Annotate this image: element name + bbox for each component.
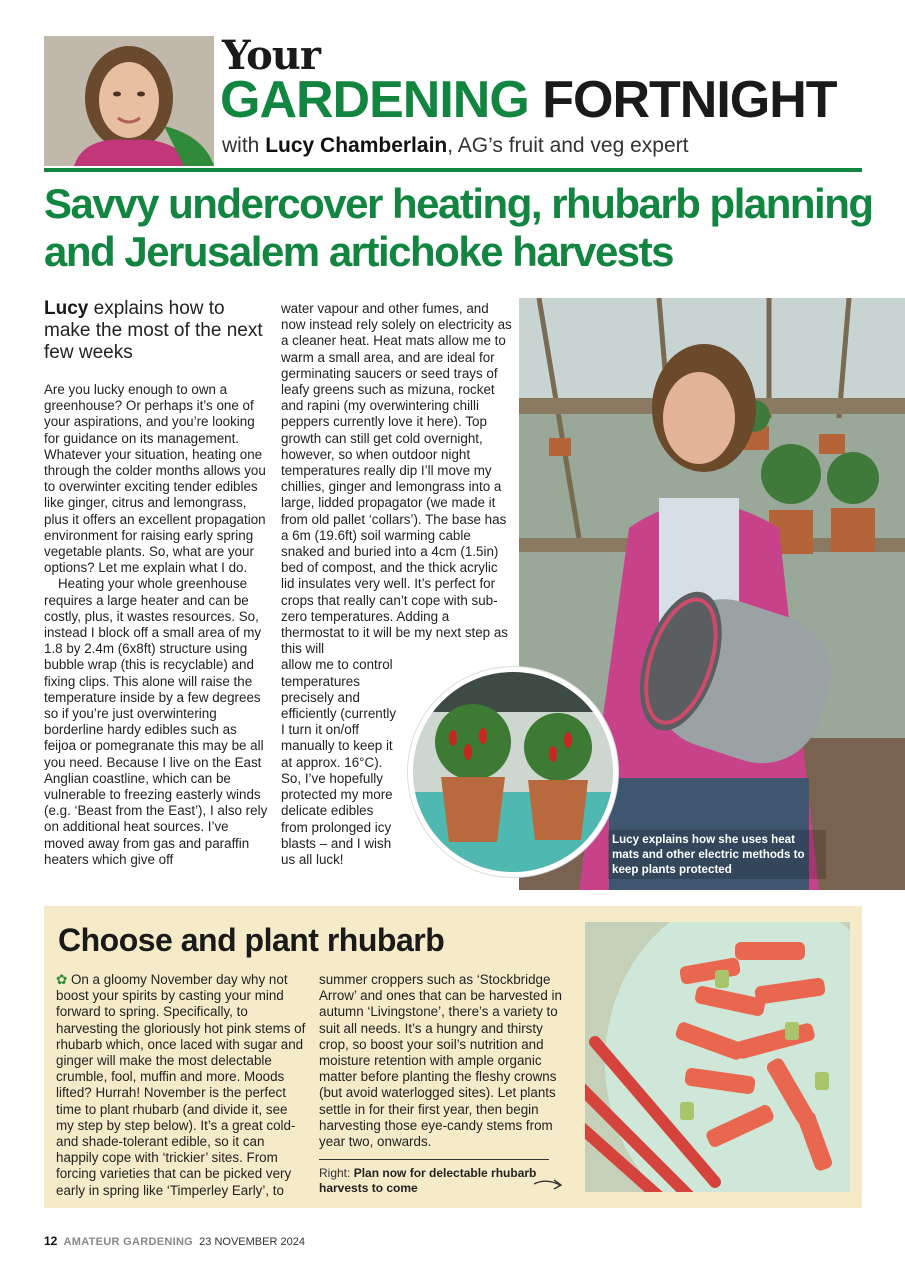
paragraph: allow me to control temperatures precisely and efficiently (currently I turn it on/off manually to keep it at approx. 16°C). So, I’ve hopefully protected my more delicate edibles from prolonged icy blasts – and I wish us all luck! [281, 657, 397, 867]
masthead-gardening: GARDENING [220, 71, 529, 129]
page-footer [44, 1234, 305, 1248]
issue-date: 23 NOVEMBER 2024 [199, 1236, 305, 1248]
rhubarb-title: Choose and plant rhubarb [58, 922, 445, 958]
rhubarb-photo [585, 922, 850, 1192]
author-portrait [44, 36, 214, 166]
author-name: Lucy Chamberlain [265, 134, 448, 157]
article-headline: Savvy undercover heating, rhubarb planning and Jerusalem artichoke harvests [44, 180, 873, 275]
flower-bullet-icon: ✿ [56, 972, 71, 987]
photo-caption: Lucy explains how she uses heat mats and other electric methods to keep plants protected [608, 830, 826, 879]
rhubarb-column-1: ✿ On a gloomy November day why not boost your spirits by casting your mind forward to spring. Specifically, to harvesting the gloriously hot pink stems of rhubarb which, once laced with sugar and ginger will make the most delectable crumble, fool, muffin and more. Moods lifted? Hurrah! November is the perfect time to plant rhubarb (and divide it, see my step by step below). It’s a great cold- and shade-tolerant edible, so it can happily cope with ‘trickier’ sites. From forcing varieties that can be picked very early in spring like ‘Timperley Early’, to [56, 972, 306, 1198]
caption-label: Right: [319, 1166, 351, 1180]
arrow-right-icon [532, 1176, 564, 1192]
rhubarb-column-2: summer croppers such as ‘Stockbridge Arrow’ and ones that can be harvested in autumn ‘Livingstone’, there’s a variety to suit all needs. It’s a hungry and thirsty crop, so boost your soil’s nutrition and moisture retention with ample organic matter before planting the fleshy crowns (but avoid waterlogged sites). Let plants settle in for their first year, then begin harvesting those eye-candy stems from year two, onwards. [319, 972, 562, 1150]
article-column-1 [44, 382, 269, 868]
caption-rule [319, 1159, 549, 1160]
masthead [220, 72, 837, 128]
intro-name: Lucy [44, 298, 89, 319]
rhubarb-caption: Right: Plan now for delectable rhubarb harvests to come [319, 1166, 537, 1195]
chilli-plants-photo [408, 667, 618, 877]
masthead-kicker: Your [222, 32, 320, 79]
page-number: 12 [44, 1234, 58, 1248]
header-rule [44, 168, 862, 172]
magazine-name: AMATEUR GARDENING [63, 1236, 194, 1248]
byline: with Lucy Chamberlain, AG’s fruit and veg expert [222, 134, 689, 157]
paragraph: Are you lucky enough to own a greenhouse? Or perhaps it’s one of your aspirations, and you’re looking for guidance on its management. Whatever your situation, heating one through the colder months allows you to overwinter exciting tender edibles like ginger, citrus and lemongrass, plus it offers an excellent propagation environment for raising early spring vegetable plants. So, what are your options? Let me explain what I do. [44, 382, 266, 576]
paragraph: water vapour and other fumes, and now instead rely solely on electricity as a cleaner heat. Heat mats allow me to warm a small area, and are ideal for germinating saucers or seed trays of leafy greens such as mizuna, rocket and rapini (my overwintering chilli peppers currently love it here). Top growth can still get cold overnight, however, so when outdoor night temperatures really dip I’ll move my chillies, ginger and lemongrass into a large, lidded propagator (we made it from old pallet ‘collars’). The base has a 6m (19.6ft) soil warming cable snaked and buried into a 4cm (1.5in) bed of compost, and the thick acrylic lid insulates very well. It’s perfect for crops that really can’t cope with sub-zero temperatures. Adding a thermostat to it will be my next step as this will [281, 301, 512, 657]
paragraph: Heating your whole greenhouse requires a large heater and can be costly, plus, it wastes resources. So, instead I block off a small area of my 1.8 by 2.4m (6x8ft) structure using bubble wrap (this is recyclable) and fixing clips. This alone will raise the temperature inside by a few degrees so if you’re just overwintering borderline hardy edibles such as feijoa or pomegranate this may be all you need. Because I live on the East Anglian coastline, which can be vulnerable to freezing easterly winds (e.g. ‘Beast from the East’), I also rely on additional heat sources. I’ve moved away from gas and paraffin heaters which give off [44, 576, 268, 867]
article-intro: Lucy explains how to make the most of the next few weeks [44, 298, 263, 363]
masthead-fortnight: FORTNIGHT [542, 71, 837, 129]
